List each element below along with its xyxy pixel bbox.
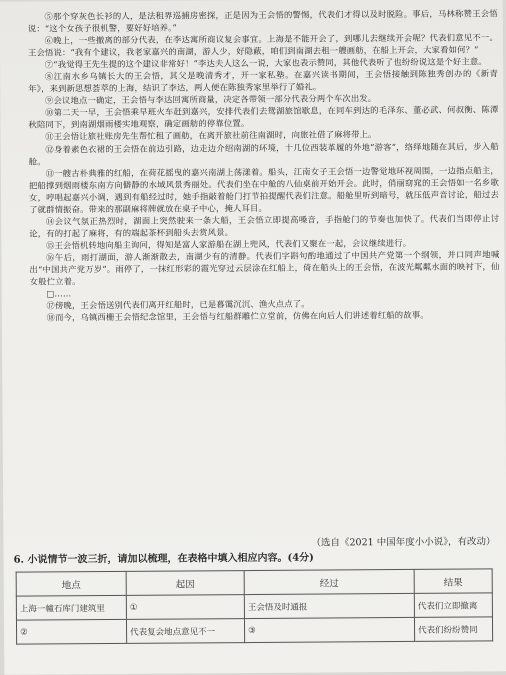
plot-table xyxy=(16,568,493,644)
source-citation: （选自《2021 中国年度小小说》，有改动） xyxy=(311,536,496,549)
paragraph: ⑫身着素色衣裙的王会悟在前边引路，边走边介绍南湖的环境，十几位西装革履的外地“游客”，络绎地随在其后，步入船舱。 xyxy=(28,140,499,167)
question-6: 6. 小说情节一波三折，请加以梳理，在表格中填入相应内容。(4分) xyxy=(13,552,314,566)
cell-location: 上海一幢石库门建筑里 xyxy=(16,595,126,620)
answer-blank-3[interactable]: ③ xyxy=(244,617,414,642)
paragraph: ⑭会议气氛正热烈时，湖面上突然驶来一条大船，王会悟立即提高嗓音，手指舱门的节奏也加快了。代表们当即停止讨论，有的打起了麻将，有的端起茶杯到船头去赏风景。 xyxy=(29,213,500,239)
paragraph: ⑱而今，乌镇西栅王会悟纪念馆里，王会悟与红船群雕伫立堂前，仿佛在向后人们讲述着红船的故事。 xyxy=(46,309,429,323)
paragraph: ⑩第二天一早，王会悟乘早班火车赶到嘉兴，安排代表们去鸳湖旅馆歇息，在同车到达的毛泽东、董必武、何叔衡、陈潭秋陪同下，到南湖烟雨楼实地观察，确定画舫的停靠位置。 xyxy=(28,104,499,130)
header-result: 结果 xyxy=(414,569,492,594)
header-location: 地点 xyxy=(16,571,126,596)
story-text xyxy=(28,7,500,323)
answer-blank-2[interactable]: ② xyxy=(16,619,126,644)
cell-result: 代表们纷纷赞同 xyxy=(414,617,492,642)
cell-result: 代表们立即撤离 xyxy=(414,593,492,618)
paragraph: ⑨会议地点一确定，王会悟与李达回寓所商量，决定各带领一部分代表分两个车次出发。 xyxy=(45,93,377,106)
paragraph: ⑬一艘古朴典雅的红船，在荷花摇曳的嘉兴南湖上荡漾着。船头，江南女子王会悟一边警觉地环视周围，一边指点船主，把船撑到烟雨楼东南方向僻静的水域风景秀丽处。代表们坐在中舱的八仙桌前开始开会。此时，俏丽窈窕的王会悟如一名乡歌女，哼唱起嘉兴小调，遇到有船经过时，她手指敲着舱门打节拍提醒代表们注意。船舱里听到暗号，就压低声音讨论，船过去了就群情振奋。带来的那副麻将牌就放在桌子中心，掩人耳目。 xyxy=(28,164,500,215)
paragraph: ⑤那个穿灰色长衫的人，是法租界巡捕房密探，正是因为王会悟的警惕，代表们才得以及时脱险。事后，马林称赞王会悟说：“这个女孩子很机警，要好好培养。” xyxy=(27,8,498,34)
answer-blank-1[interactable]: ① xyxy=(126,595,244,620)
paragraph: ⑯午后，雨打湖面，游人渐渐散去，南湖少有的清静。代表们字斟句酌地通过了中国共产党第一个纲领，并口同声地喊出“中国共产党万岁”。雨停了，一抹红形彩的霞光穿过云层涂在红船上，倚在船头上的王会悟，在波光粼粼水面的映衬下，仙女般伫立着。 xyxy=(29,249,500,287)
paragraph: ⑮王会悟机转地向船主询问，得知是富人家游船在湖上兜风，代表们又聚在一起，会议继续进行。 xyxy=(46,237,412,251)
paragraph: ⑥晚上，一些撤离的部分代表，在李达寓所商议复会事宜。上海是不能开会了，到哪儿去继续开会呢？代表们意见不一。王会悟说：“我有个建议，我老家嘉兴的南湖，游人少，好隐蔽，咱们到南湖去租一艘画舫，在船上开会，大家看如何？” xyxy=(27,32,498,58)
header-cause: 起因 xyxy=(126,571,244,596)
cell-process: 王会悟及时通报 xyxy=(244,593,414,618)
paragraph: ⑧江南水乡乌镇长大的王会悟，其父是晚清秀才，开一家私塾。在嘉兴读书期间，王会悟接触到陈独秀创办的《新青年》，来到新思想荟萃的上海，结识了李达，两人便在陈独秀家里举行了婚礼。 xyxy=(28,68,499,94)
paragraph: ⑰傍晚，王会悟送别代表们离开红船时，已是暮霭沉沉、渔火点点了。 xyxy=(46,298,310,311)
paragraph: ⑦“我觉得王先生提的这个建议非常好！”李达夫人这么一说，大家也表示赞同，其他代表听了也纷纷说这是个好主意。 xyxy=(44,56,487,70)
table-row xyxy=(16,593,492,620)
table-header-row xyxy=(16,569,492,596)
table-row xyxy=(16,617,492,644)
omitted-paragraph: □…… xyxy=(46,288,72,299)
cell-cause: 代表复会地点意见不一 xyxy=(126,619,244,644)
header-process: 经过 xyxy=(244,569,414,594)
paragraph: ⑪王会悟让旅社账房先生帮忙租了画舫，在离开旅社前往南湖时，向旅社借了麻将带上。 xyxy=(45,129,377,142)
